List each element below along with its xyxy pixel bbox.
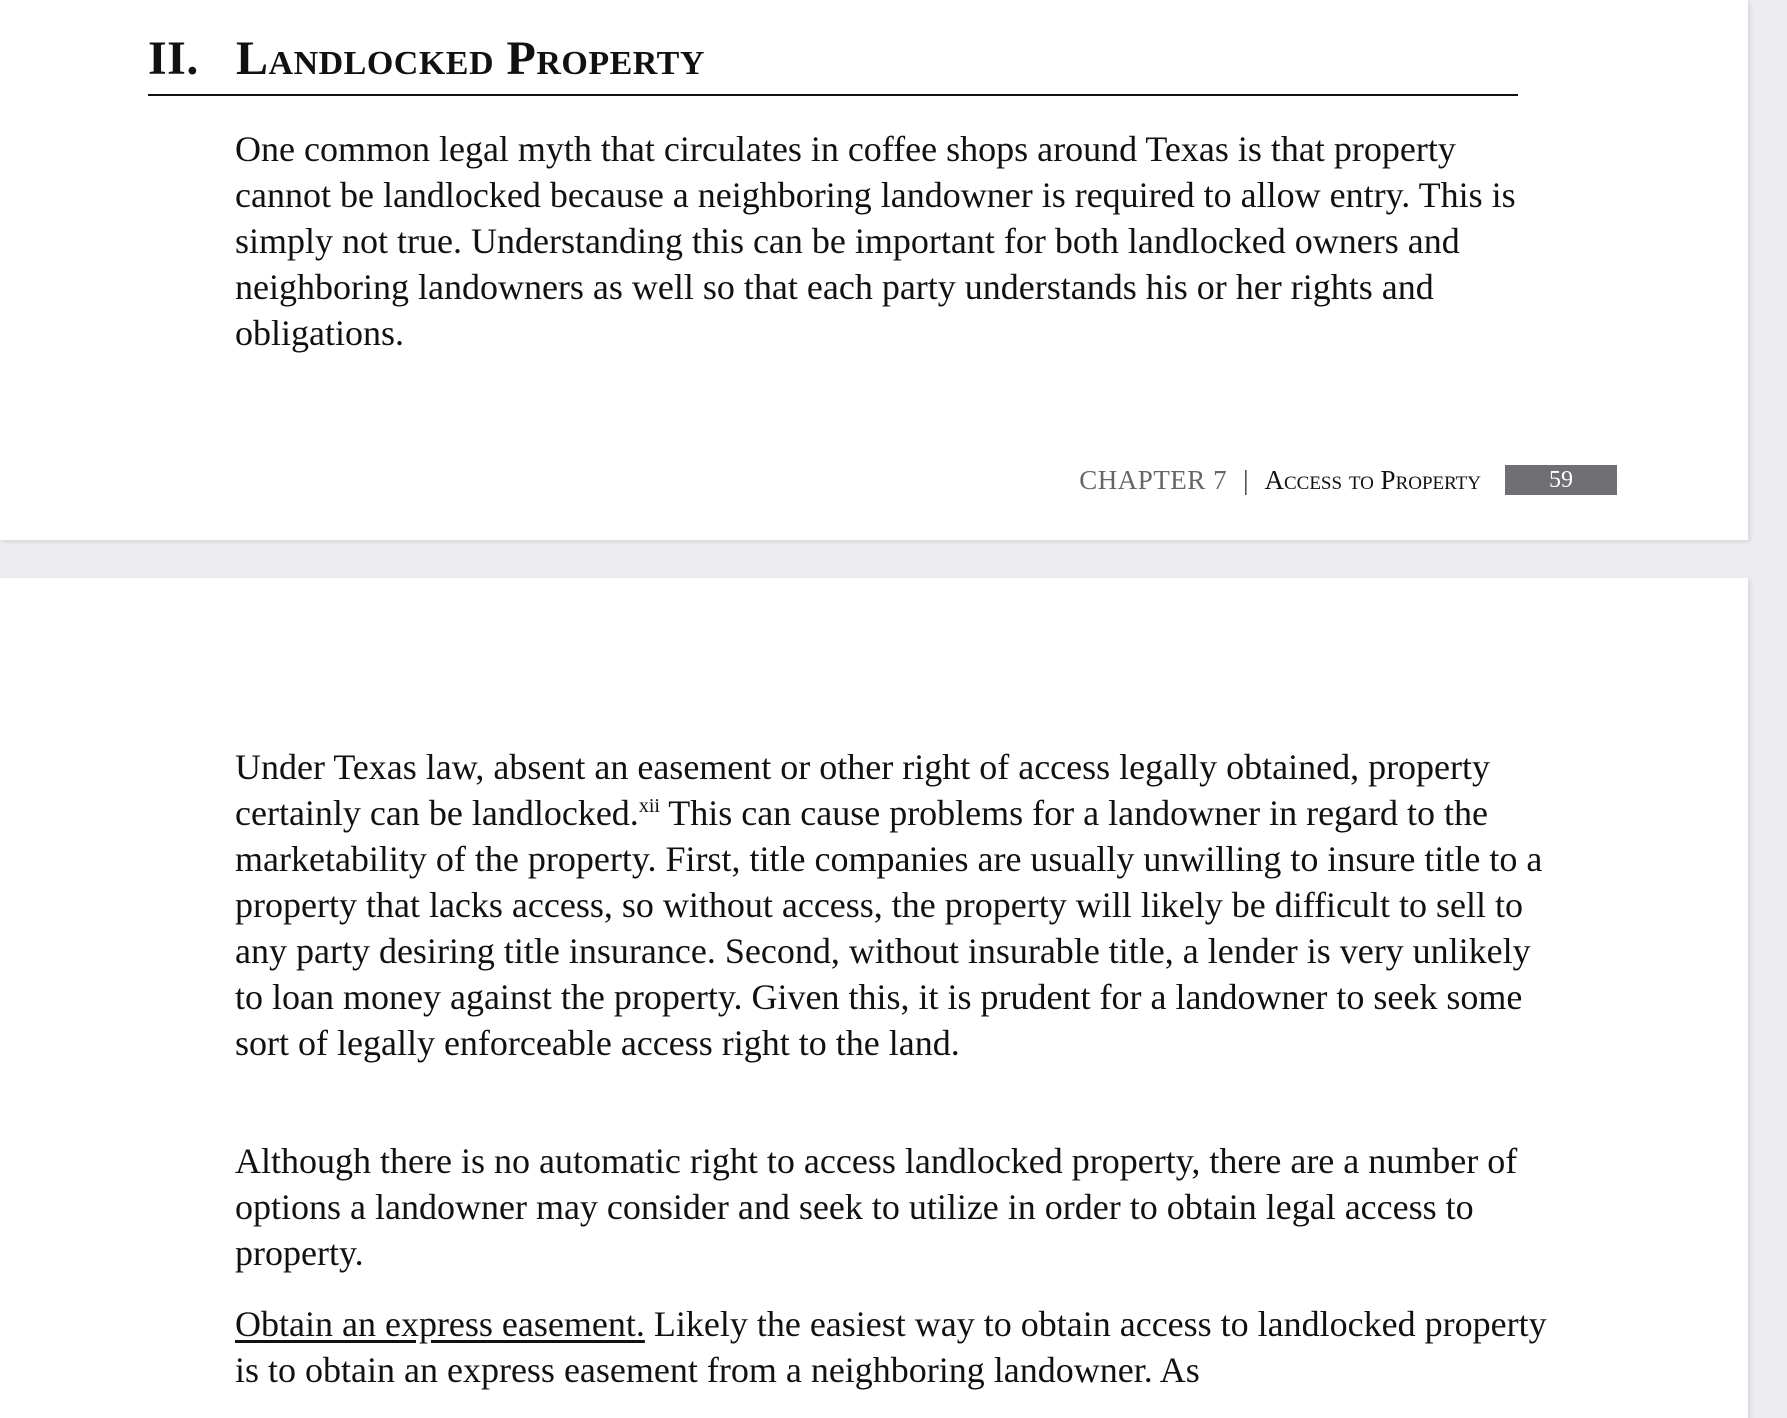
section-title: Landlocked Property: [236, 32, 705, 85]
footer-chapter: CHAPTER 7: [1079, 464, 1228, 495]
section-heading: [148, 24, 1518, 96]
endnote-marker[interactable]: xii: [638, 795, 660, 817]
footer-chapter-title: Access to Property: [1264, 464, 1481, 495]
page-number: 59: [1505, 465, 1617, 495]
options-paragraph: Although there is no automatic right to access landlocked property, there are a number of options a landowner may consider and seek to utilize in order to obtain legal access to property.: [235, 1141, 1518, 1273]
express-easement-text: Likely the easiest way to obtain access to landlocked property is to obtain an express easement from a neighboring landowner. As: [235, 1304, 1547, 1390]
page-footer: [1079, 464, 1617, 496]
texas-law-paragraph: [235, 744, 1555, 1066]
page-59: [0, 0, 1748, 540]
texas-law-text-end: This can cause problems for a landowner in regard to the marketability of the property. First, title companies are usually unwilling to insure title to a property that lacks access, so without access, the property will likely be difficult to sell to any party desiring title insurance. Second, without insurable title, a lender is very unlikely to loan money against the property. Given this, it is prudent for a landowner to seek some sort of legally enforceable access right to the land.: [235, 793, 1543, 1063]
express-easement-paragraph: [235, 1301, 1555, 1393]
footer-separator: |: [1243, 464, 1249, 495]
section-number: II.: [148, 32, 199, 85]
express-easement-heading: Obtain an express easement.: [235, 1304, 645, 1344]
texas-law-text-start: Under Texas law, absent an easement or other right of access legally obtained, property certainly can be landlocked.: [235, 747, 1491, 833]
intro-paragraph: One common legal myth that circulates in coffee shops around Texas is that property cannot be landlocked because a neighboring landowner is required to allow entry. This is simply not true. Understanding this can be important for both landlocked owners and neighboring landowners as well so that each party understands his or her rights and obligations.: [235, 129, 1516, 353]
page-60: [0, 578, 1748, 1418]
